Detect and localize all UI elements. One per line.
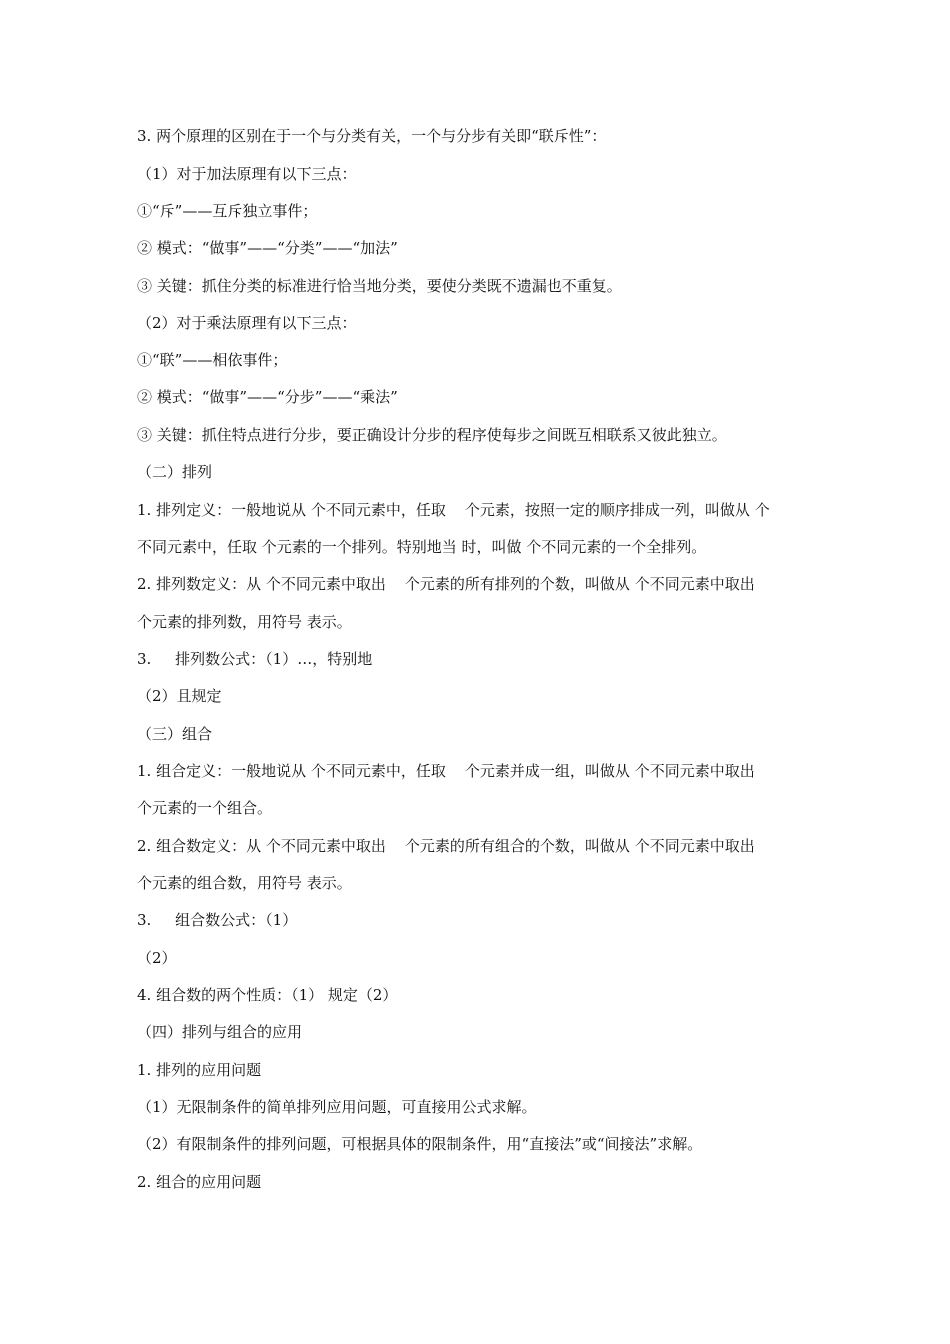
text-line: 3. 排列数公式：（1）…，特别地 — [137, 650, 373, 668]
text-line: 2. 组合的应用问题 — [137, 1173, 262, 1191]
text-line: ③ 关键：抓住分类的标准进行恰当地分类，要使分类既不遗漏也不重复。 — [137, 277, 622, 295]
section-heading: （三）组合 — [137, 725, 213, 743]
text-line: 1. 排列的应用问题 — [137, 1061, 262, 1079]
text-line: ② 模式：“做事”——“分步”——“乘法” — [137, 388, 398, 406]
text-line: 3. 两个原理的区别在于一个与分类有关，一个与分步有关即“联斥性”： — [137, 127, 607, 145]
text-line: 2. 排列数定义：从 个不同元素中取出 个元素的所有排列的个数，叫做从 个不同元素中取出 — [137, 575, 755, 593]
section-heading: （二）排列 — [137, 463, 213, 481]
text-line: 3. 组合数公式：（1） — [137, 911, 298, 929]
text-line: ③ 关键：抓住特点进行分步，要正确设计分步的程序使每步之间既互相联系又彼此独立。 — [137, 426, 727, 444]
text-line: （2）有限制条件的排列问题，可根据具体的限制条件，用“直接法”或“间接法”求解。 — [137, 1135, 703, 1153]
text-line: 个元素的一个组合。 — [137, 799, 273, 817]
text-line: （2）且规定 — [137, 687, 222, 705]
text-line: （1）无限制条件的简单排列应用问题，可直接用公式求解。 — [137, 1098, 537, 1116]
text-line: 4. 组合数的两个性质：（1） 规定（2） — [137, 986, 398, 1004]
text-line: 个元素的排列数，用符号 表示。 — [137, 613, 352, 631]
text-line: 1. 排列定义：一般地说从 个不同元素中，任取 个元素，按照一定的顺序排成一列，叫做从 个 — [137, 501, 770, 519]
text-line: （1）对于加法原理有以下三点： — [137, 165, 357, 183]
text-line: ② 模式：“做事”——“分类”——“加法” — [137, 239, 398, 257]
text-line: （2） — [137, 949, 177, 967]
text-line: 个元素的组合数，用符号 表示。 — [137, 874, 352, 892]
text-line: ①“联”——相依事件； — [137, 351, 288, 369]
text-line: 2. 组合数定义：从 个不同元素中取出 个元素的所有组合的个数，叫做从 个不同元素中取出 — [137, 837, 755, 855]
text-line: ①“斥”——互斥独立事件； — [137, 202, 318, 220]
section-heading: （四）排列与组合的应用 — [137, 1023, 303, 1041]
text-line: 1. 组合定义：一般地说从 个不同元素中，任取 个元素并成一组，叫做从 个不同元素中取出 — [137, 762, 755, 780]
text-line: （2）对于乘法原理有以下三点： — [137, 314, 357, 332]
text-line: 不同元素中，任取 个元素的一个排列。特别地当 时，叫做 个不同元素的一个全排列。 — [137, 538, 707, 556]
